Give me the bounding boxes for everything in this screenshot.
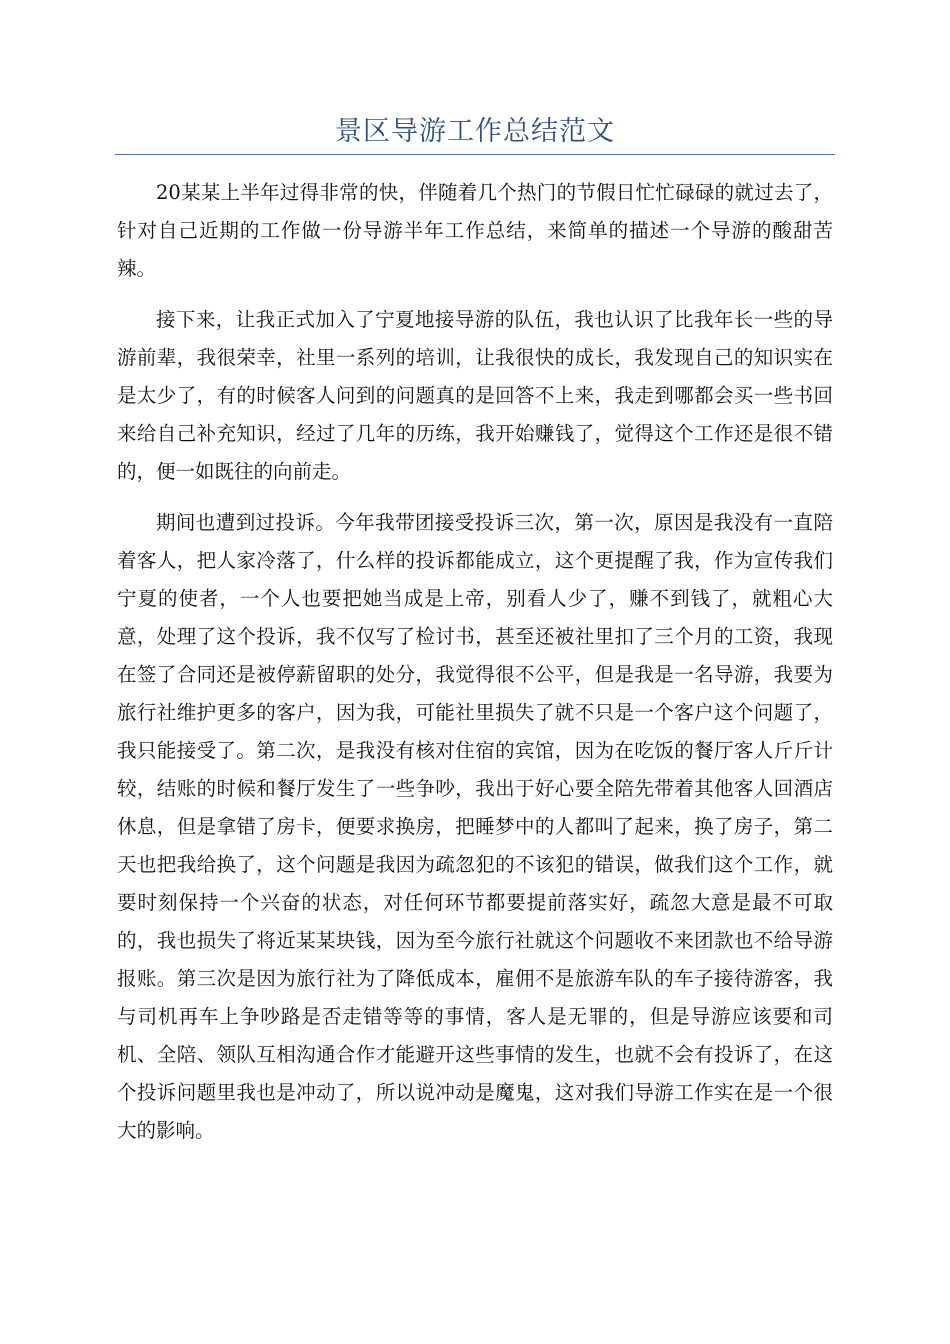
document-body	[117, 174, 833, 1163]
paragraph-2: 接下来，让我正式加入了宁夏地接导游的队伍，我也认识了比我年长一些的导游前辈，我很荣幸，社里一系列的培训，让我很快的成长，我发现自己的知识实在是太少了，有的时候客人问到的问题真的是回答不上来，我走到哪都会买一些书回来给自己补充知识，经过了几年的历练，我开始赚钱了，觉得这个工作还是很不错的，便一如既往的向前走。	[117, 308, 833, 483]
title-underline	[115, 154, 835, 155]
paragraph-3: 期间也遭到过投诉。今年我带团接受投诉三次，第一次，原因是我没有一直陪着客人，把人家冷落了，什么样的投诉都能成立，这个更提醒了我，作为宣传我们宁夏的使者，一个人也要把她当成是上帝，别看人少了，赚不到钱了，就粗心大意，处理了这个投诉，我不仅写了检讨书，甚至还被社里扣了三个月的工资，我现在签了合同还是被停薪留职的处分，我觉得很不公平，但是我是一名导游，我要为旅行社维护更多的客户，因为我，可能社里损失了就不只是一个客户这个问题了，我只能接受了。第二次，是我没有核对住宿的宾馆，因为在吃饭的餐厅客人斤斤计较，结账的时候和餐厅发生了一些争吵，我出于好心要全陪先带着其他客人回酒店休息，但是拿错了房卡，便要求换房，把睡梦中的人都叫了起来，换了房子，第二天也把我给换了，这个问题是我因为疏忽犯的不该犯的错误，做我们这个工作，就要时刻保持一个兴奋的状态，对任何环节都要提前落实好，疏忽大意是最不可取的，我也损失了将近某某块钱，因为至今旅行社就这个问题收不来团款也不给导游报账。第三次是因为旅行社为了降低成本，雇佣不是旅游车队的车子接待游客，我与司机再车上争吵路是否走错等等的事情，客人是无罪的，但是导游应该要和司机、全陪、领队互相沟通合作才能避开这些事情的发生，也就不会有投诉了，在这个投诉问题里我也是冲动了，所以说冲动是魔鬼，这对我们导游工作实在是一个很大的影响。	[117, 511, 833, 1142]
document-title: 景区导游工作总结范文	[335, 116, 615, 147]
paragraph-1: 20某某上半年过得非常的快，伴随着几个热门的节假日忙忙碌碌的就过去了，针对自己近期的工作做一份导游半年工作总结，来简单的描述一个导游的酸甜苦辣。	[117, 181, 833, 280]
